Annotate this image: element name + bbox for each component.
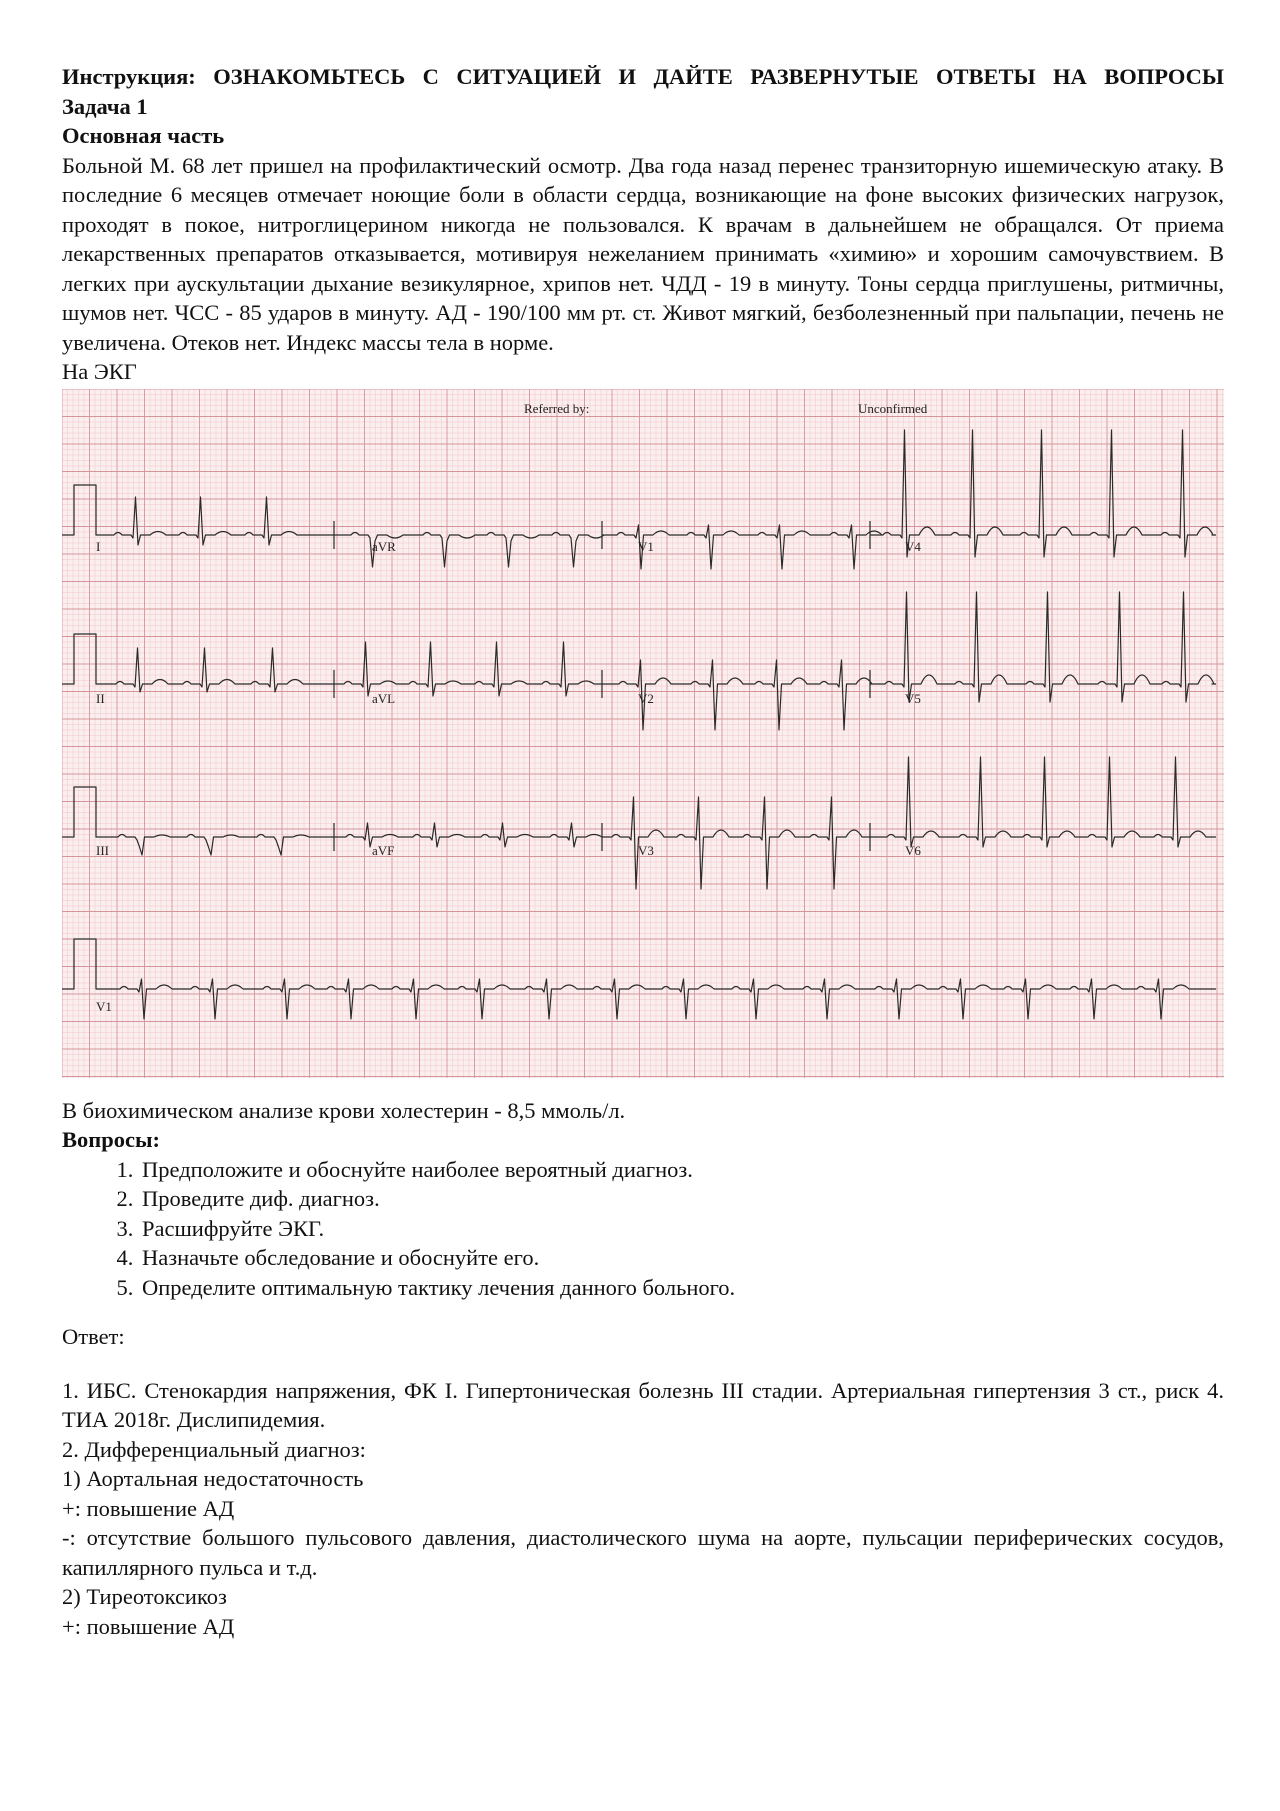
- ecg-caption: На ЭКГ: [62, 359, 137, 384]
- instruction-line: [62, 62, 1224, 92]
- instruction-text: ОЗНАКОМЬТЕСЬ С СИТУАЦИЕЙ И ДАЙТЕ РАЗВЕРНУТЫЕ ОТВЕТЫ НА ВОПРОСЫ: [213, 64, 1224, 89]
- question-item: 4. Назначьте обследование и обоснуйте его.: [139, 1243, 1224, 1273]
- lead-label-aVR: aVR: [372, 538, 396, 554]
- lab-text: В биохимическом анализе крови холестерин - 8,5 ммоль/л.: [62, 1097, 626, 1123]
- questions-list: [62, 1155, 1224, 1303]
- lead-label-V5: V5: [905, 690, 921, 706]
- task-title: Задача 1: [62, 93, 148, 119]
- instruction-label: Инструкция:: [62, 64, 196, 89]
- diff-1-minus: -: отсутствие большого пульсового давления, диастолического шума на аорте, пульсации периферических сосудов, капиллярного пульса и т.д.: [62, 1525, 1224, 1580]
- lead-label-I: I: [96, 538, 101, 554]
- answer-title: Ответ:: [62, 1324, 125, 1349]
- lead-label-V4: V4: [905, 538, 921, 554]
- document-page: [62, 62, 1224, 1641]
- ecg-paper: [62, 389, 1224, 1078]
- question-item: 1. Предположите и обоснуйте наиболее вероятный диагноз.: [139, 1155, 1224, 1185]
- ecg-chart: [62, 389, 1224, 1078]
- ecg-header-referred: Referred by:: [524, 400, 590, 416]
- question-item: 5. Определите оптимальную тактику лечения данного больного.: [139, 1273, 1224, 1303]
- lead-label-V6: V6: [905, 842, 921, 858]
- question-item: 3. Расшифруйте ЭКГ.: [139, 1214, 1224, 1244]
- lead-label-V3: V3: [638, 842, 654, 858]
- question-item: 2. Проведите диф. диагноз.: [139, 1184, 1224, 1214]
- lead-label-aVL: aVL: [372, 690, 396, 706]
- questions-title: Вопросы:: [62, 1127, 161, 1152]
- lead-label-V1: V1: [638, 538, 654, 554]
- answer-1: 1. ИБС. Стенокардия напряжения, ФК I. Гипертоническая болезнь III стадии. Артериальная гипертензия 3 ст., риск 4. ТИА 2018г. Дислипидемия.: [62, 1377, 1224, 1432]
- ecg-image: [62, 389, 1224, 1078]
- diff-2: 2) Тиреотоксикоз: [62, 1584, 227, 1609]
- lead-label-V1-rhythm: V1: [96, 998, 112, 1014]
- diff-1: 1) Аортальная недостаточность: [62, 1466, 364, 1491]
- case-text: Больной М. 68 лет пришел на профилактический осмотр. Два года назад перенес транзиторную ишемическую атаку. В последние 6 месяцев отмечает ноющие боли в области сердца, возникающие на фоне высоких физических нагрузок, проходят в покое, нитроглицерином никогда не пользовался. К врачам в дальнейшем не обращался. От приема лекарственных препаратов отказывается, мотивируя нежеланием принимать «химию» и хорошим самочувствием. В легких при аускультации дыхание везикулярное, хрипов нет. ЧДД - 19 в минуту. Тоны сердца приглушены, ритмичны, шумов нет. ЧСС - 85 ударов в минуту. АД - 190/100 мм рт. ст. Живот мягкий, безболезненный при пальпации, печень не увеличена. Отеков нет. Индекс массы тела в норме.: [62, 152, 1224, 355]
- lead-label-aVF: aVF: [372, 842, 395, 858]
- ecg-header-unconfirmed: Unconfirmed: [858, 400, 928, 416]
- lead-label-II: II: [96, 690, 105, 706]
- lead-label-III: III: [96, 842, 109, 858]
- section-title: Основная часть: [62, 123, 225, 148]
- diff-1-plus: +: повышение АД: [62, 1495, 235, 1521]
- diff-2-plus: +: повышение АД: [62, 1613, 235, 1639]
- answer-2: 2. Дифференциальный диагноз:: [62, 1436, 366, 1462]
- lead-label-V2: V2: [638, 690, 654, 706]
